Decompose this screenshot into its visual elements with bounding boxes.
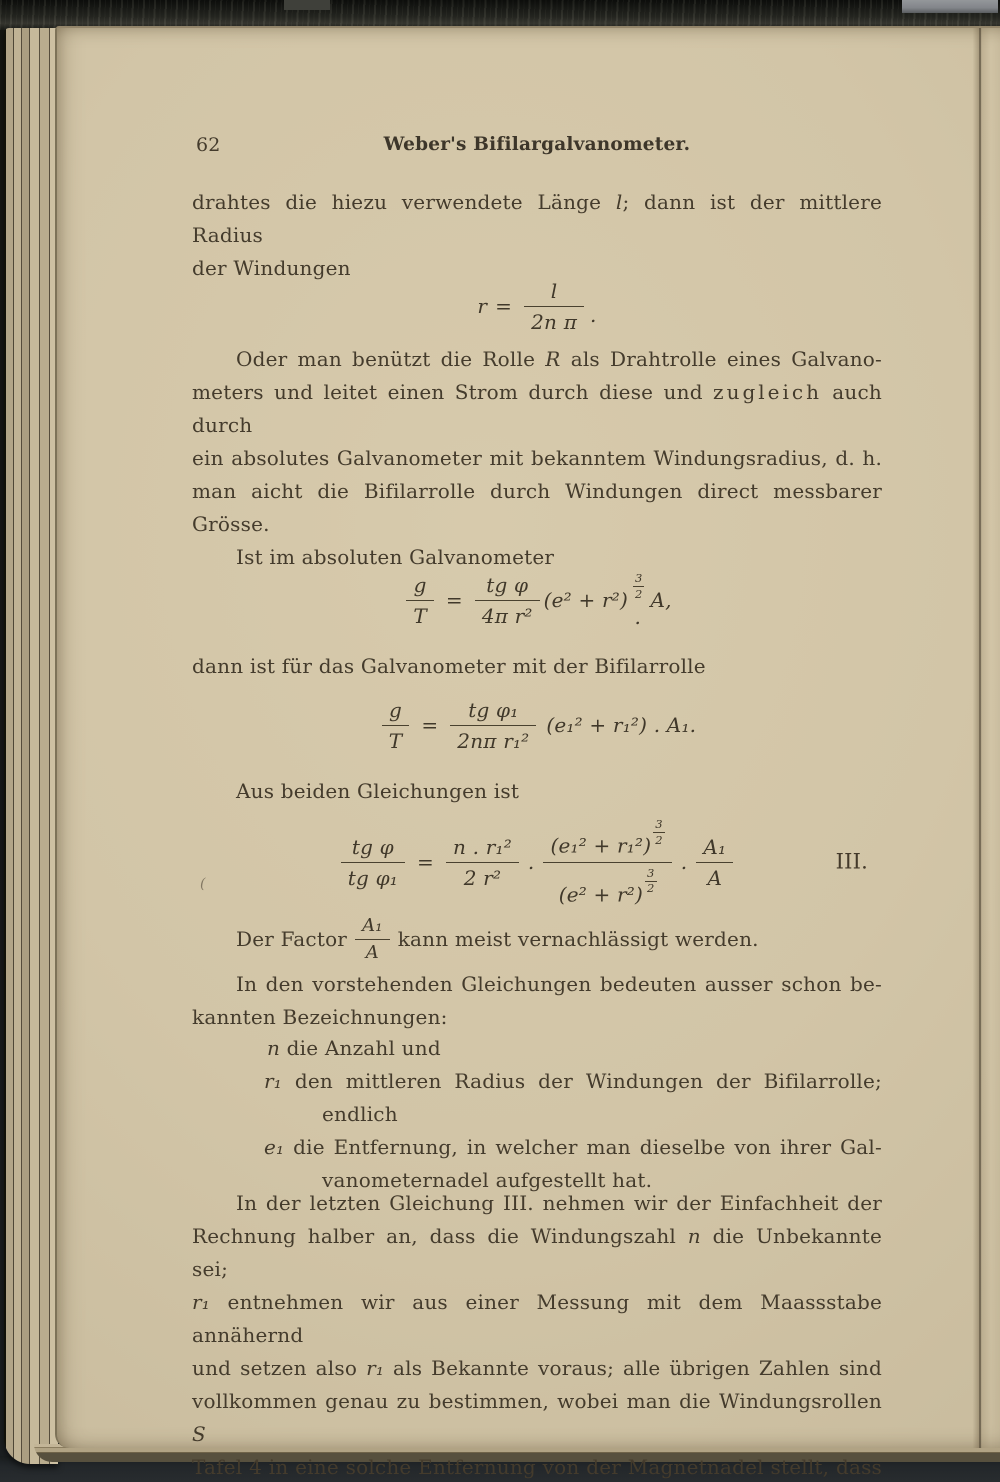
running-title: Weber's Bifilargalvanometer. [383, 134, 691, 155]
print-artifact: ( [200, 876, 206, 892]
text-line: Rechnung halber an, dass die Windungszahl n die Unbekannte sei; [192, 1224, 883, 1281]
lead-bifilar: dann ist für das Galvanometer mit der Bifilarrolle [192, 654, 706, 678]
numerator: A₁ [696, 836, 733, 863]
text-line: Oder man benützt die Rolle R als Drahtrolle eines Galvano- [236, 347, 883, 371]
denominator: A [707, 865, 723, 890]
fraction [475, 574, 540, 627]
formula-ratio-III [192, 814, 882, 910]
list-item-e1: e₁ die Entfernung, in welcher man dieselbe von ihrer Gal- [264, 1135, 882, 1159]
text-line: kannten Bezeichnungen: [192, 1005, 448, 1029]
multiplication-dot: . [634, 605, 641, 629]
denominator: T [388, 728, 403, 753]
formula-absolute-galvanometer [192, 558, 882, 642]
multiplication-dot: . [680, 849, 688, 874]
equals-sign: = [417, 849, 434, 874]
cover-notch [284, 0, 330, 10]
paragraph-final [192, 1187, 882, 1482]
formula-bifilar [192, 693, 882, 757]
formula-tail: A, [650, 587, 672, 612]
paragraph-factor [192, 912, 882, 966]
text-line: In der letzten Gleichung III. nehmen wir der Einfachheit der [236, 1191, 882, 1215]
page-content [192, 132, 882, 1482]
numerator: g [406, 574, 434, 601]
formula-tail: (e₁² + r₁²) . A₁. [546, 712, 697, 737]
equals-sign: = [445, 587, 463, 612]
fraction-lhs [341, 836, 405, 889]
fraction-three [696, 836, 733, 889]
text-line: meters und leitet einen Strom durch diese und zugleich auch durch [192, 380, 882, 437]
lead-absolute-galvanometer: Ist im absoluten Galvanometer [236, 545, 555, 569]
list-item-e1-cont: vanometernadel aufgestellt hat. [322, 1168, 653, 1192]
numerator: A₁ [355, 917, 390, 940]
multiplication-dot: . [527, 849, 535, 874]
denominator: A [365, 941, 379, 963]
text-line: r₁ entnehmen wir aus einer Messung mit dem Maassstabe annähernd [192, 1290, 882, 1347]
text-line: In den vorstehenden Gleichungen bedeuten ausser schon be- [236, 972, 882, 996]
formula-radius [192, 277, 882, 335]
page-edge-stack [4, 28, 58, 1464]
paragraph-intro [192, 186, 882, 285]
formula-period: . [590, 303, 597, 327]
denominator: 2nπ r₁² [457, 728, 530, 753]
numerator: tg φ [475, 574, 540, 601]
numerator: tg φ₁ [450, 699, 536, 726]
formula-lhs: r [477, 293, 488, 318]
denominator: (e² + r²) $\frac{3}{2}$ [558, 865, 655, 906]
equation-number: III. [835, 849, 868, 874]
text-line: der Windungen [192, 256, 351, 280]
list-item-r1-cont: endlich [322, 1102, 398, 1126]
numerator: (e₁² + r₁²) $\frac{3}{2}$ [543, 817, 671, 863]
paragraph-notation [192, 968, 882, 1034]
denominator: 4π r² [481, 603, 533, 628]
text-line: und setzen also r₁ als Bekannte voraus; alle übrigen Zahlen sind [192, 1356, 882, 1380]
fraction-A1-A [355, 914, 390, 963]
numerator: g [382, 699, 410, 726]
denominator: tg φ₁ [347, 865, 398, 890]
equals-sign: = [421, 712, 439, 737]
cover-corner-patch [902, 0, 998, 13]
parenthesized-term: (e² + r²) [543, 587, 628, 612]
exponent-three-halves: $\frac{3}{2}$ [655, 817, 663, 847]
fraction [524, 280, 584, 333]
exponent-column [631, 573, 645, 627]
text: kann meist vernachlässigt werden. [397, 926, 759, 951]
denominator: 2n π [531, 309, 578, 334]
text-line: man aicht die Bifilarrolle durch Windungen direct messbarer Grösse. [192, 479, 882, 536]
fraction-one [446, 836, 519, 889]
denominator: T [413, 603, 427, 628]
text-line: ein absolutes Galvanometer mit bekanntem Windungsradius, d. h. [192, 446, 882, 470]
list-item-n: n die Anzahl und [267, 1036, 441, 1060]
text-line: vollkommen genau zu bestimmen, wobei man die Windungsrollen S [192, 1389, 882, 1446]
list-item-r1: r₁ den mittleren Radius der Windungen der Bifilarrolle; [264, 1069, 882, 1093]
equals-sign: = [495, 293, 513, 318]
fraction-lhs [406, 574, 434, 627]
text-line: Tafel 4 in eine solche Entfernung von der Magnetnadel stellt, dass [192, 1455, 882, 1479]
text-line: drahtes die hiezu verwendete Länge l; dann ist der mittlere Radius [192, 190, 882, 247]
exponent-three-halves: $\frac{3}{2}$ [647, 865, 655, 895]
fraction [450, 699, 536, 752]
numerator: tg φ [341, 836, 405, 863]
book-page [55, 26, 1000, 1479]
page-number: 62 [196, 134, 221, 156]
page-crease [965, 28, 995, 1448]
page-header [192, 132, 882, 158]
exponent-three-halves: 3 2 [634, 571, 643, 601]
numerator: n . r₁² [446, 836, 519, 863]
lead-both-equations: Aus beiden Gleichungen ist [236, 779, 520, 803]
fraction-two [543, 817, 671, 907]
numerator: l [524, 280, 584, 307]
paragraph-method [192, 343, 882, 541]
denominator: 2 r² [463, 865, 502, 890]
fraction-lhs [382, 699, 410, 752]
text: Der Factor [236, 926, 348, 951]
